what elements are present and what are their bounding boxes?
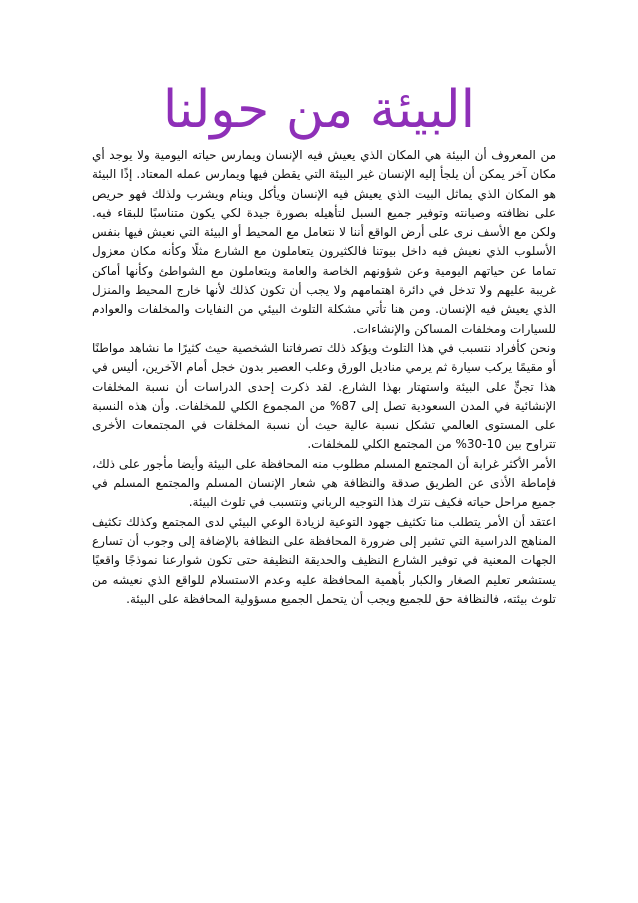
paragraph-1: من المعروف أن البيئة هي المكان الذي يعيش فيه الإنسان ويمارس حياته اليومية ولا يوجد أي مكان آخر يمكن أن يلجأ إليه الإنسان غير البيئة التي يقطن فيها ويمارس عمله المعتاد. إذًا البيئة هو المكان الذي يماثل البيت الذي يعيش فيه الإنسان ويأكل وينام ويشرب ولذلك فهو حريص على نظافته وصيانته وتوفير جميع السبل لتأهيله بصورة جيدة لكي يكون متناسبًا للبقاء فيه. ولكن مع الأسف نرى على أرض الواقع أننا لا نتعامل مع المحيط أو البيئة التي نعيش فيها بنفس الأسلوب الذي نعيش فيه داخل بيوتنا فالكثيرون يتعاملون مع الشارع مثلًا وكأنه مكان معزول تماما عن حياتهم اليومية وعن شؤونهم الخاصة والعامة ويتعاملون مع الشواطئ وكأنها أماكن غريبة عليهم ولا تدخل في دائرة اهتمامهم ولا يجب أن تكون كذلك لأنها خارج المحيط والمنزل الذي يعيش فيه الإنسان. ومن هنا تأتي مشكلة التلوث البيئي من النفايات والمخلفات والعوادم للسيارات ومخلفات المساكن والإنشاءات.	[92, 148, 556, 336]
paragraph-2: ونحن كأفراد نتسبب في هذا التلوث ويؤكد ذلك تصرفاتنا الشخصية حيث كثيرًا ما نشاهد مواطنًا أو مقيمًا يركب سيارة ثم يرمي مناديل الورق وعلب العصير بدون خجل أمام الآخرين، أليس في هذا تجنٍّ على البيئة واستهتار بهذا الشارع. لقد ذكرت إحدى الدراسات أن نسبة المخلفات الإنشائية في المدن السعودية تصل إلى 87% من المجموع الكلي للمخلفات. وأن هذه النسبة على المستوى العالمي تشكل نسبة عالية حيث أن نسبة المخلفات في المجتمعات الأخرى تتراوح بين 10-30% من المجتمع الكلي للمخلفات.	[92, 340, 556, 452]
paragraph-3: الأمر الأكثر غرابة أن المجتمع المسلم مطلوب منه المحافظة على البيئة وأيضا مأجور على ذلك، فإماطة الأذى عن الطريق صدقة والنظافة هي شعار الإنسان المسلم والمجتمع المسلم في جميع مراحل حياته فكيف نترك هذا التوجيه الرباني ونتسبب في تلوث البيئة.	[92, 456, 556, 510]
page-title: البيئة من حولنا	[162, 80, 476, 140]
paragraph-4: اعتقد أن الأمر يتطلب منا تكثيف جهود التوعية لزيادة الوعي البيئي لدى المجتمع وكذلك تكثيف المناهج الدراسية التي تشير إلى ضرورة المحافظة على النظافة بالإضافة إلى وجوب أن تسارع الجهات المعنية في توفير الشارع النظيف والحديقة النظيفة حتى تكون شوارعنا نموذجًا واقعيًا يستشعر تعليم الصغار والكبار بأهمية المحافظة عليه وعدم الاستسلام للواقع الذي نعيشه من تلوث بيئته، فالنظافة حق للجميع ويجب أن يتحمل الجميع مسؤولية المحافظة على البيئة.	[92, 514, 556, 606]
article-body	[92, 146, 556, 609]
